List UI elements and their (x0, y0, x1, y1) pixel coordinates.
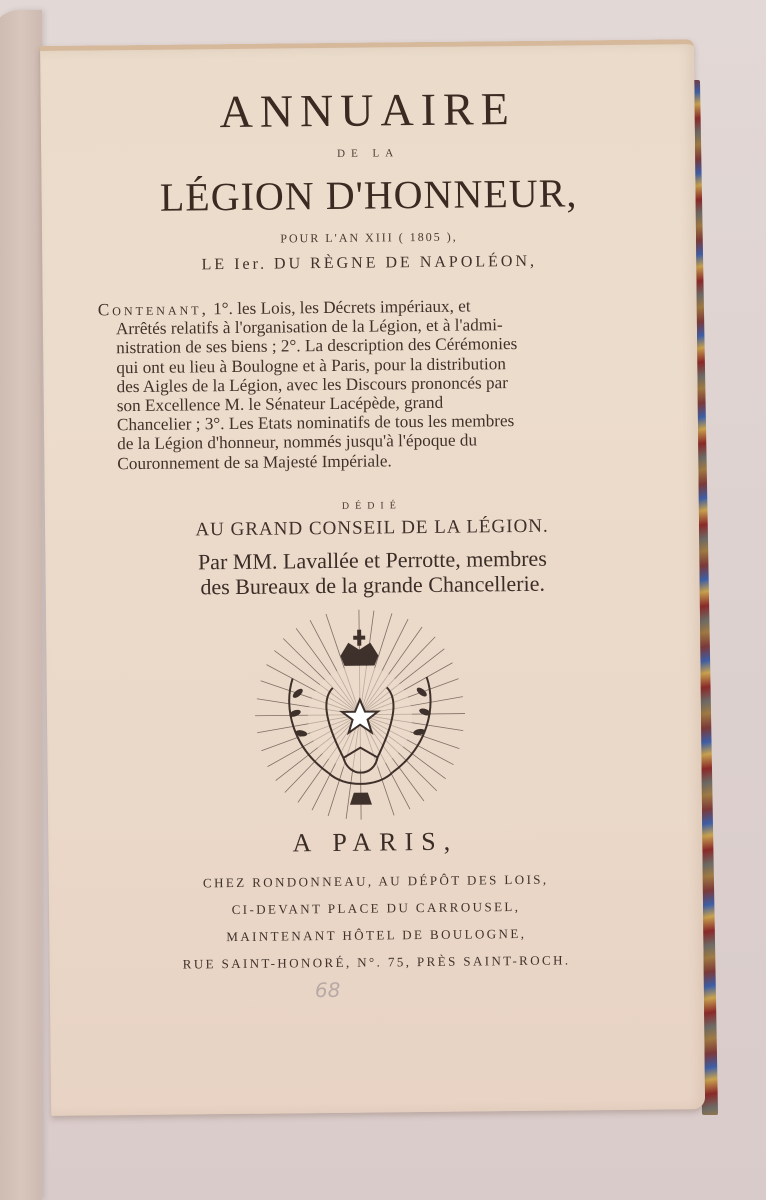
authors-line: des Bureaux de la grande Chancellerie. (200, 570, 546, 600)
authors (45, 544, 699, 601)
contents-line: qui ont eu lieu à Boulogne et à Paris, pour la distribution (116, 353, 506, 377)
contents-lead: Contenant, (97, 299, 209, 320)
reign-line: LE Ier. DU RÈGNE DE NAPOLÉON, (201, 252, 538, 274)
facing-page-edge (0, 10, 42, 1200)
imprint-line: RUE SAINT-HONORÉ, N°. 75, PRÈS SAINT-ROCH. (182, 952, 571, 972)
year-line: POUR L'AN XIII ( 1805 ), (280, 229, 458, 246)
book-subject: LÉGION D'HONNEUR, (159, 170, 578, 220)
contents-line: de la Légion d'honneur, nommés jusqu'à l'époque du (117, 430, 478, 454)
imprint-line: MAINTENANT HÔTEL DE BOULOGNE, (226, 925, 527, 945)
imprint-city: A PARIS, (292, 826, 459, 858)
imprint-line: CI-DEVANT PLACE DU CARROUSEL, (231, 899, 521, 918)
contents-line: Contenant, 1°. les Lois, les Décrets impériaux, et (97, 296, 471, 320)
contents-line: nistration de ses biens ; 2°. La description des Cérémonies (116, 334, 518, 358)
dedication-label: DÉDIÉ (341, 500, 402, 512)
title-page (40, 39, 705, 1116)
title-connector: DE LA (337, 147, 400, 160)
imprint-line: CHEZ RONDONNEAU, AU DÉPÔT DES LOIS, (202, 871, 549, 891)
title-page-content (40, 44, 694, 1003)
pencil-annotation: 68 (314, 977, 341, 1003)
dedication: AU GRAND CONSEIL DE LA LÉGION. (195, 515, 549, 541)
contents-paragraph (98, 295, 660, 474)
authors-line: Par MM. Lavallée et Perrotte, membres (197, 545, 547, 575)
contents-line: Arrêtés relatifs à l'organisation de la Légion, et à l'admi- (115, 315, 503, 339)
contents-line: son Excellence M. le Sénateur Lacépède, grand (116, 392, 444, 416)
book-title: ANNUAIRE (219, 83, 517, 138)
contents-line: Chancelier ; 3°. Les Etats nominatifs de tous les membres (116, 411, 515, 435)
contents-line: des Aigles de la Légion, avec les Discours prononcés par (116, 372, 509, 397)
contents-line: Couronnement de sa Majesté Impériale. (117, 450, 392, 473)
legion-honneur-emblem-icon (252, 607, 468, 823)
